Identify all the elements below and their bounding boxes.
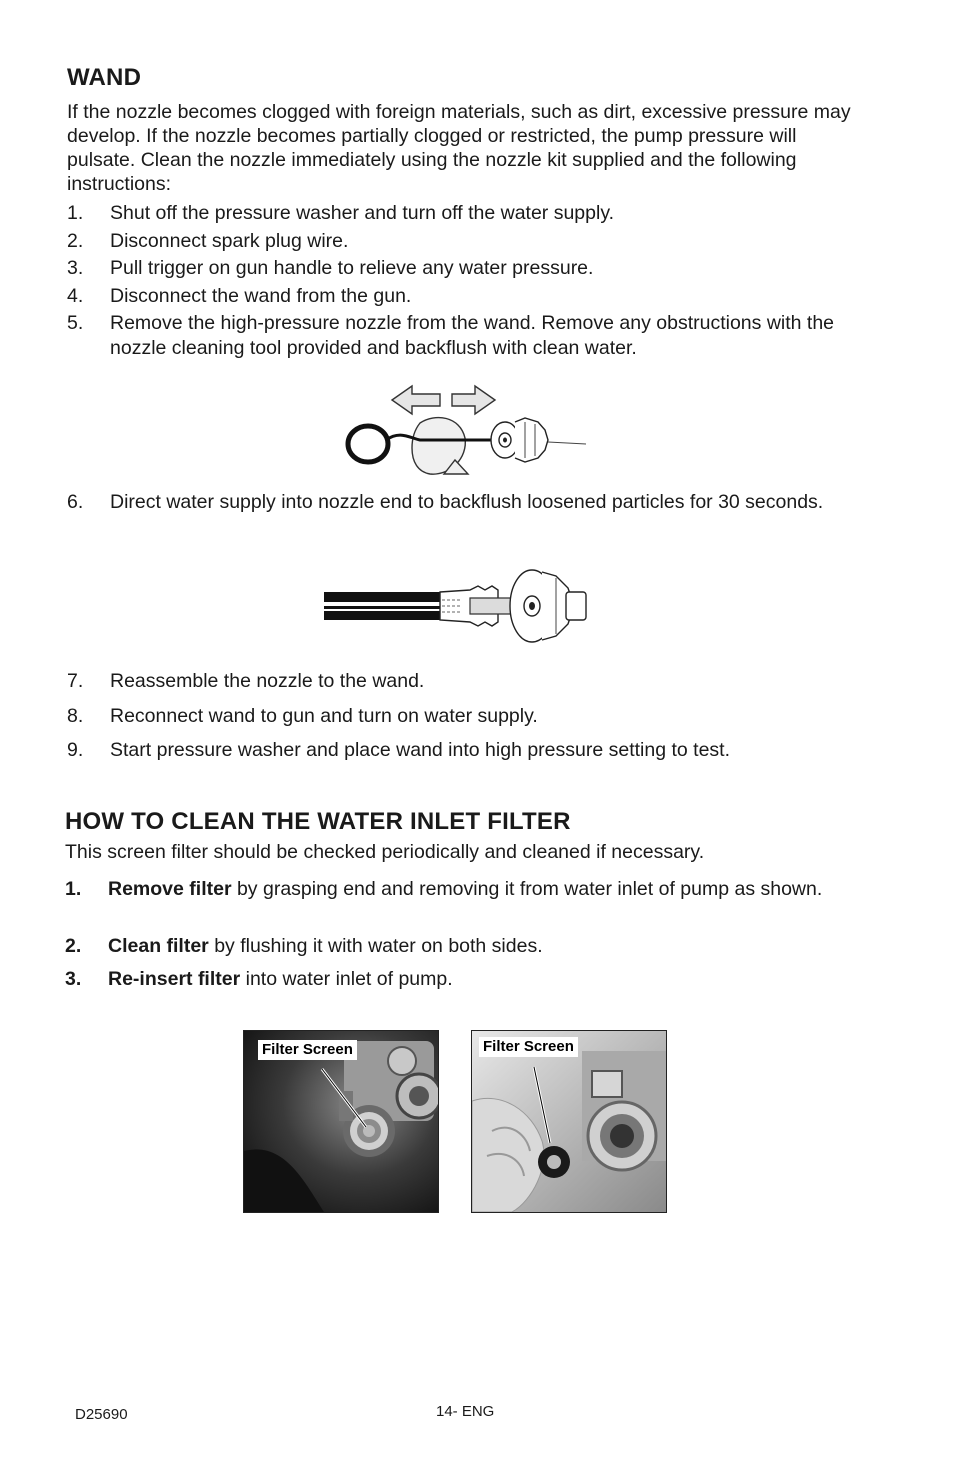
list-item: 6. Direct water supply into nozzle end to backflush loosened particles for 30 seconds.	[67, 491, 824, 513]
list-item: 3. Pull trigger on gun handle to relieve any water pressure.	[67, 257, 594, 279]
backflush-diagram	[320, 562, 595, 654]
filter-heading: HOW TO CLEAN THE WATER INLET FILTER	[65, 808, 571, 835]
list-item: 9. Start pressure washer and place wand into high pressure setting to test.	[67, 739, 731, 761]
list-item: 3. Re-insert filter into water inlet of pump.	[65, 968, 453, 990]
list-item: 7. Reassemble the nozzle to the wand.	[67, 670, 425, 692]
wand-intro: If the nozzle becomes clogged with foreign materials, such as dirt, excessive pressure may develop. If the nozzle becomes partially clogged or restricted, the pump pressure will pulsate. Clean the nozzle immediately using the nozzle kit supplied and the following instructions:	[67, 101, 851, 195]
wand-heading: WAND	[67, 64, 142, 91]
list-item: 2. Disconnect spark plug wire.	[67, 230, 349, 252]
arrow-left-icon	[392, 386, 440, 414]
filter-screen-label: Filter Screen	[258, 1040, 357, 1060]
list-item: 8. Reconnect wand to gun and turn on water supply.	[67, 705, 538, 727]
filter-photo-left	[243, 1030, 439, 1213]
list-item: 5. Remove the high-pressure nozzle from the wand. Remove any obstructions with the nozzle cleaning tool provided and backflush with clean water.	[67, 312, 835, 359]
tool-loop-icon	[348, 426, 388, 462]
filter-screen-label: Filter Screen	[479, 1037, 578, 1057]
list-item: 4. Disconnect the wand from the gun.	[67, 285, 412, 307]
list-item: 1. Remove filter by grasping end and removing it from water inlet of pump as shown.	[65, 878, 823, 900]
list-item: 2. Clean filter by flushing it with water on both sides.	[65, 935, 543, 957]
model-number: D25690	[75, 1406, 128, 1423]
page-number: 14- ENG	[436, 1403, 495, 1420]
list-item: 1. Shut off the pressure washer and turn off the water supply.	[67, 202, 615, 224]
filter-intro: This screen filter should be checked periodically and cleaned if necessary.	[65, 841, 705, 863]
filter-photo-right	[471, 1030, 667, 1213]
nozzle-cleaning-diagram	[340, 378, 590, 483]
arrow-right-icon	[452, 386, 495, 414]
